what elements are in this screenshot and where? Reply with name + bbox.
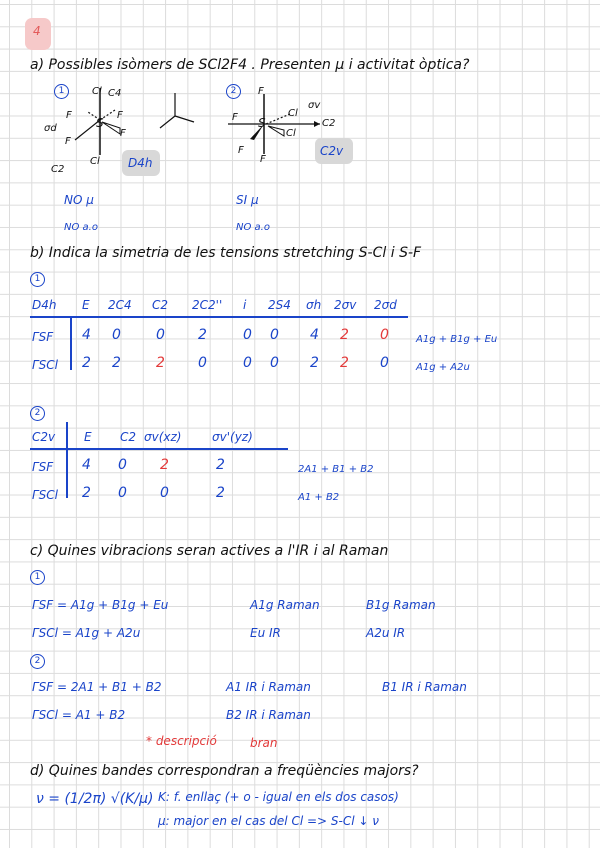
t2-r0-label: ΓSF	[32, 460, 54, 474]
iso1-optical: NO a.o	[64, 222, 98, 233]
t1-column-rule	[70, 318, 72, 370]
iso2-cl-right: Cl	[286, 128, 296, 139]
t1-r0-v0: 4	[82, 327, 91, 343]
section-b-heading: b) Indica la simetria de les tensions stretching S-Cl i S-F	[30, 245, 422, 261]
iso2-sigma-v: σv	[308, 100, 321, 111]
t1-r0-v8: 0	[380, 327, 389, 343]
t2-r1-v3: 2	[216, 485, 225, 501]
c1-n1-1: Eu IR	[250, 626, 281, 640]
c1-n2-1: A2u IR	[366, 626, 406, 640]
iso1-dipole: NO μ	[64, 193, 94, 207]
t1-r0-v5: 0	[270, 327, 279, 343]
c2-eq-0: ΓSF = 2A1 + B1 + B2	[32, 680, 162, 694]
t2-header-rule	[30, 448, 288, 450]
t2-r0-v0: 4	[82, 457, 91, 473]
red-note-description: * descripció	[146, 734, 217, 748]
t1-r0-v3: 2	[198, 327, 207, 343]
t1-h6: 2S4	[268, 298, 291, 312]
t1-r1-v2: 2	[156, 355, 165, 371]
t1-r1-v1: 2	[112, 355, 121, 371]
t2-r1-v0: 2	[82, 485, 91, 501]
t2-r0-v3: 2	[216, 457, 225, 473]
t2-h1: E	[84, 430, 92, 444]
t2-r1-result: A1 + B2	[298, 492, 340, 503]
t2-h3: σv(xz)	[144, 430, 182, 444]
c-case-2-number: 2	[30, 654, 45, 669]
t1-h1: E	[82, 298, 90, 312]
section-a-heading: a) Possibles isòmers de SCl2F4 . Presenten μ i activitat òptica?	[30, 57, 470, 73]
iso1-f-left: F	[65, 136, 71, 147]
t1-h7: σh	[306, 298, 322, 312]
t1-r0-v1: 0	[112, 327, 121, 343]
isomer-2-number: 2	[226, 84, 241, 99]
iso2-c2-label: C2	[322, 118, 336, 129]
iso1-f-bottom-right: F	[120, 128, 126, 139]
iso1-f-left-top: F	[66, 110, 72, 121]
frequency-formula: ν = (1/2π) √(K/μ)	[36, 791, 154, 807]
t1-h8: 2σv	[334, 298, 357, 312]
t2-h0: C2v	[32, 430, 56, 444]
t2-r0-v1: 0	[118, 457, 127, 473]
c1-eq-1: ΓSCl = A1g + A2u	[32, 626, 141, 640]
c2-n2-0: B1 IR i Raman	[382, 680, 467, 694]
t2-h2: C2	[120, 430, 137, 444]
t1-r1-v0: 2	[82, 355, 91, 371]
c1-n2-0: B1g Raman	[366, 598, 436, 612]
iso1-point-group: D4h	[128, 156, 153, 170]
t1-h3: C2	[152, 298, 169, 312]
t2-r1-v2: 0	[160, 485, 169, 501]
iso2-dipole: SI μ	[236, 193, 259, 207]
t1-r1-v4: 0	[243, 355, 252, 371]
isomer-1-number: 1	[54, 84, 69, 99]
iso1-sigma-label: σd	[44, 123, 57, 134]
c1-eq-0: ΓSF = A1g + B1g + Eu	[32, 598, 169, 612]
t2-h4: σv'(yz)	[212, 430, 253, 444]
t1-r1-result: A1g + A2u	[416, 362, 470, 373]
c2-n1-0: A1 IR i Raman	[226, 680, 311, 694]
k-line: K: f. enllaç (+ o - igual en els dos casos)	[158, 790, 399, 804]
iso2-f-bottom-left: F	[238, 145, 244, 156]
iso1-s-atom: S	[96, 116, 104, 130]
t1-h5: i	[243, 298, 247, 312]
iso2-f-bottom: F	[260, 154, 266, 165]
t1-r1-v3: 0	[198, 355, 207, 371]
t1-r0-v4: 0	[243, 327, 252, 343]
red-note-bran: bran	[250, 736, 278, 750]
iso2-optical: NO a.o	[236, 222, 270, 233]
t1-r1-label: ΓSCl	[32, 358, 59, 372]
t2-column-rule	[66, 422, 68, 498]
xyz-axes	[150, 88, 200, 133]
iso1-c2-label: C2	[51, 164, 65, 175]
table-2-number: 2	[30, 406, 45, 421]
t2-r0-v2: 2	[160, 457, 169, 473]
t1-r0-v2: 0	[156, 327, 165, 343]
page-number: 4	[33, 24, 41, 38]
iso2-f-top: F	[258, 86, 264, 97]
t1-r0-v7: 2	[340, 327, 349, 343]
t1-r0-label: ΓSF	[32, 330, 54, 344]
t2-r1-v1: 0	[118, 485, 127, 501]
t1-r0-v6: 4	[310, 327, 319, 343]
t1-h9: 2σd	[374, 298, 397, 312]
iso2-point-group: C2v	[320, 144, 344, 158]
iso1-cl-top: Cl	[92, 86, 102, 97]
t2-r0-result: 2A1 + B1 + B2	[298, 464, 374, 475]
iso2-f-left: F	[232, 112, 238, 123]
t1-r0-result: A1g + B1g + Eu	[416, 334, 498, 345]
iso1-f-right: F	[117, 110, 123, 121]
t1-r1-v7: 2	[340, 355, 349, 371]
c2-eq-1: ΓSCl = A1 + B2	[32, 708, 126, 722]
t1-h0: D4h	[32, 298, 57, 312]
t1-header-rule	[30, 316, 408, 318]
iso1-cl-bottom: Cl	[90, 156, 100, 167]
c1-n1-0: A1g Raman	[250, 598, 320, 612]
c-case-1-number: 1	[30, 570, 45, 585]
t2-r1-label: ΓSCl	[32, 488, 59, 502]
iso2-s-atom: S	[258, 116, 266, 130]
t1-h4: 2C2''	[192, 298, 223, 312]
mu-line: μ: major en el cas del Cl => S-Cl ↓ ν	[158, 814, 379, 828]
page-number-badge	[25, 18, 51, 50]
iso2-cl-top: Cl	[288, 108, 298, 119]
t1-r1-v6: 2	[310, 355, 319, 371]
section-d-heading: d) Quines bandes correspondran a freqüències majors?	[30, 763, 419, 779]
iso1-c4-label: C4	[108, 88, 122, 99]
c2-n1-1: B2 IR i Raman	[226, 708, 311, 722]
table-1-number: 1	[30, 272, 45, 287]
t1-r1-v8: 0	[380, 355, 389, 371]
t1-r1-v5: 0	[270, 355, 279, 371]
wedge-right	[102, 122, 120, 134]
section-c-heading: c) Quines vibracions seran actives a l'IR i al Raman	[30, 543, 389, 559]
t1-h2: 2C4	[108, 298, 132, 312]
